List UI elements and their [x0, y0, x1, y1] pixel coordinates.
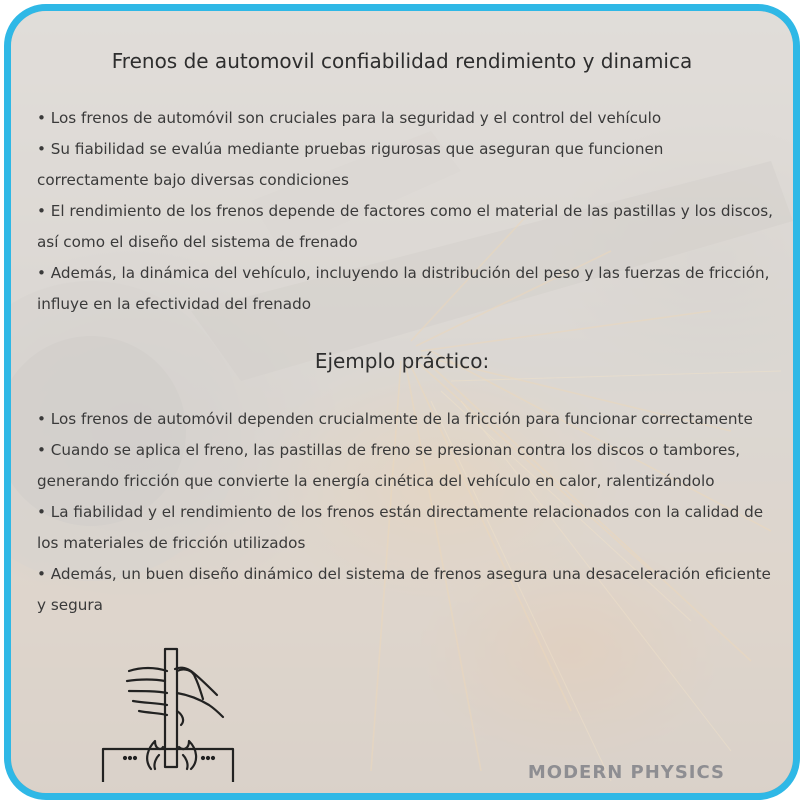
list-item: • La fiabilidad y el rendimiento de los frenos están directamente relacionados con la calidad de los materiales de fricción utilizados: [37, 503, 764, 552]
page-title: Frenos de automovil confiabilidad rendimiento y dinamica: [111, 49, 693, 73]
info-card: [4, 4, 800, 800]
hand-friction-fire-icon: [99, 637, 249, 782]
list-item: • Los frenos de automóvil son cruciales para la seguridad y el control del vehículo: [37, 109, 662, 127]
intro-bullet-list: [37, 103, 777, 320]
example-heading: Ejemplo práctico:: [314, 349, 490, 373]
brand-watermark: MODERN PHYSICS: [527, 762, 725, 783]
list-item: • Cuando se aplica el freno, las pastillas de freno se presionan contra los discos o tambores, generando fricción que convierte la energía cinética del vehículo en calor, ralentizándolo: [37, 441, 741, 490]
list-item: • Además, un buen diseño dinámico del sistema de frenos asegura una desaceleración eficiente y segura: [37, 565, 771, 614]
list-item: • El rendimiento de los frenos depende de factores como el material de las pastillas y los discos, así como el diseño del sistema de frenado: [37, 202, 773, 251]
content-area: [11, 11, 793, 793]
list-item: • Además, la dinámica del vehículo, incluyendo la distribución del peso y las fuerzas de fricción, influye en la efectividad del frenado: [37, 264, 770, 313]
example-bullet-list: [37, 404, 777, 621]
list-item: • Su fiabilidad se evalúa mediante pruebas rigurosas que aseguran que funcionen correctamente bajo diversas condiciones: [37, 140, 664, 189]
list-item: • Los frenos de automóvil dependen crucialmente de la fricción para funcionar correctamente: [37, 410, 753, 428]
